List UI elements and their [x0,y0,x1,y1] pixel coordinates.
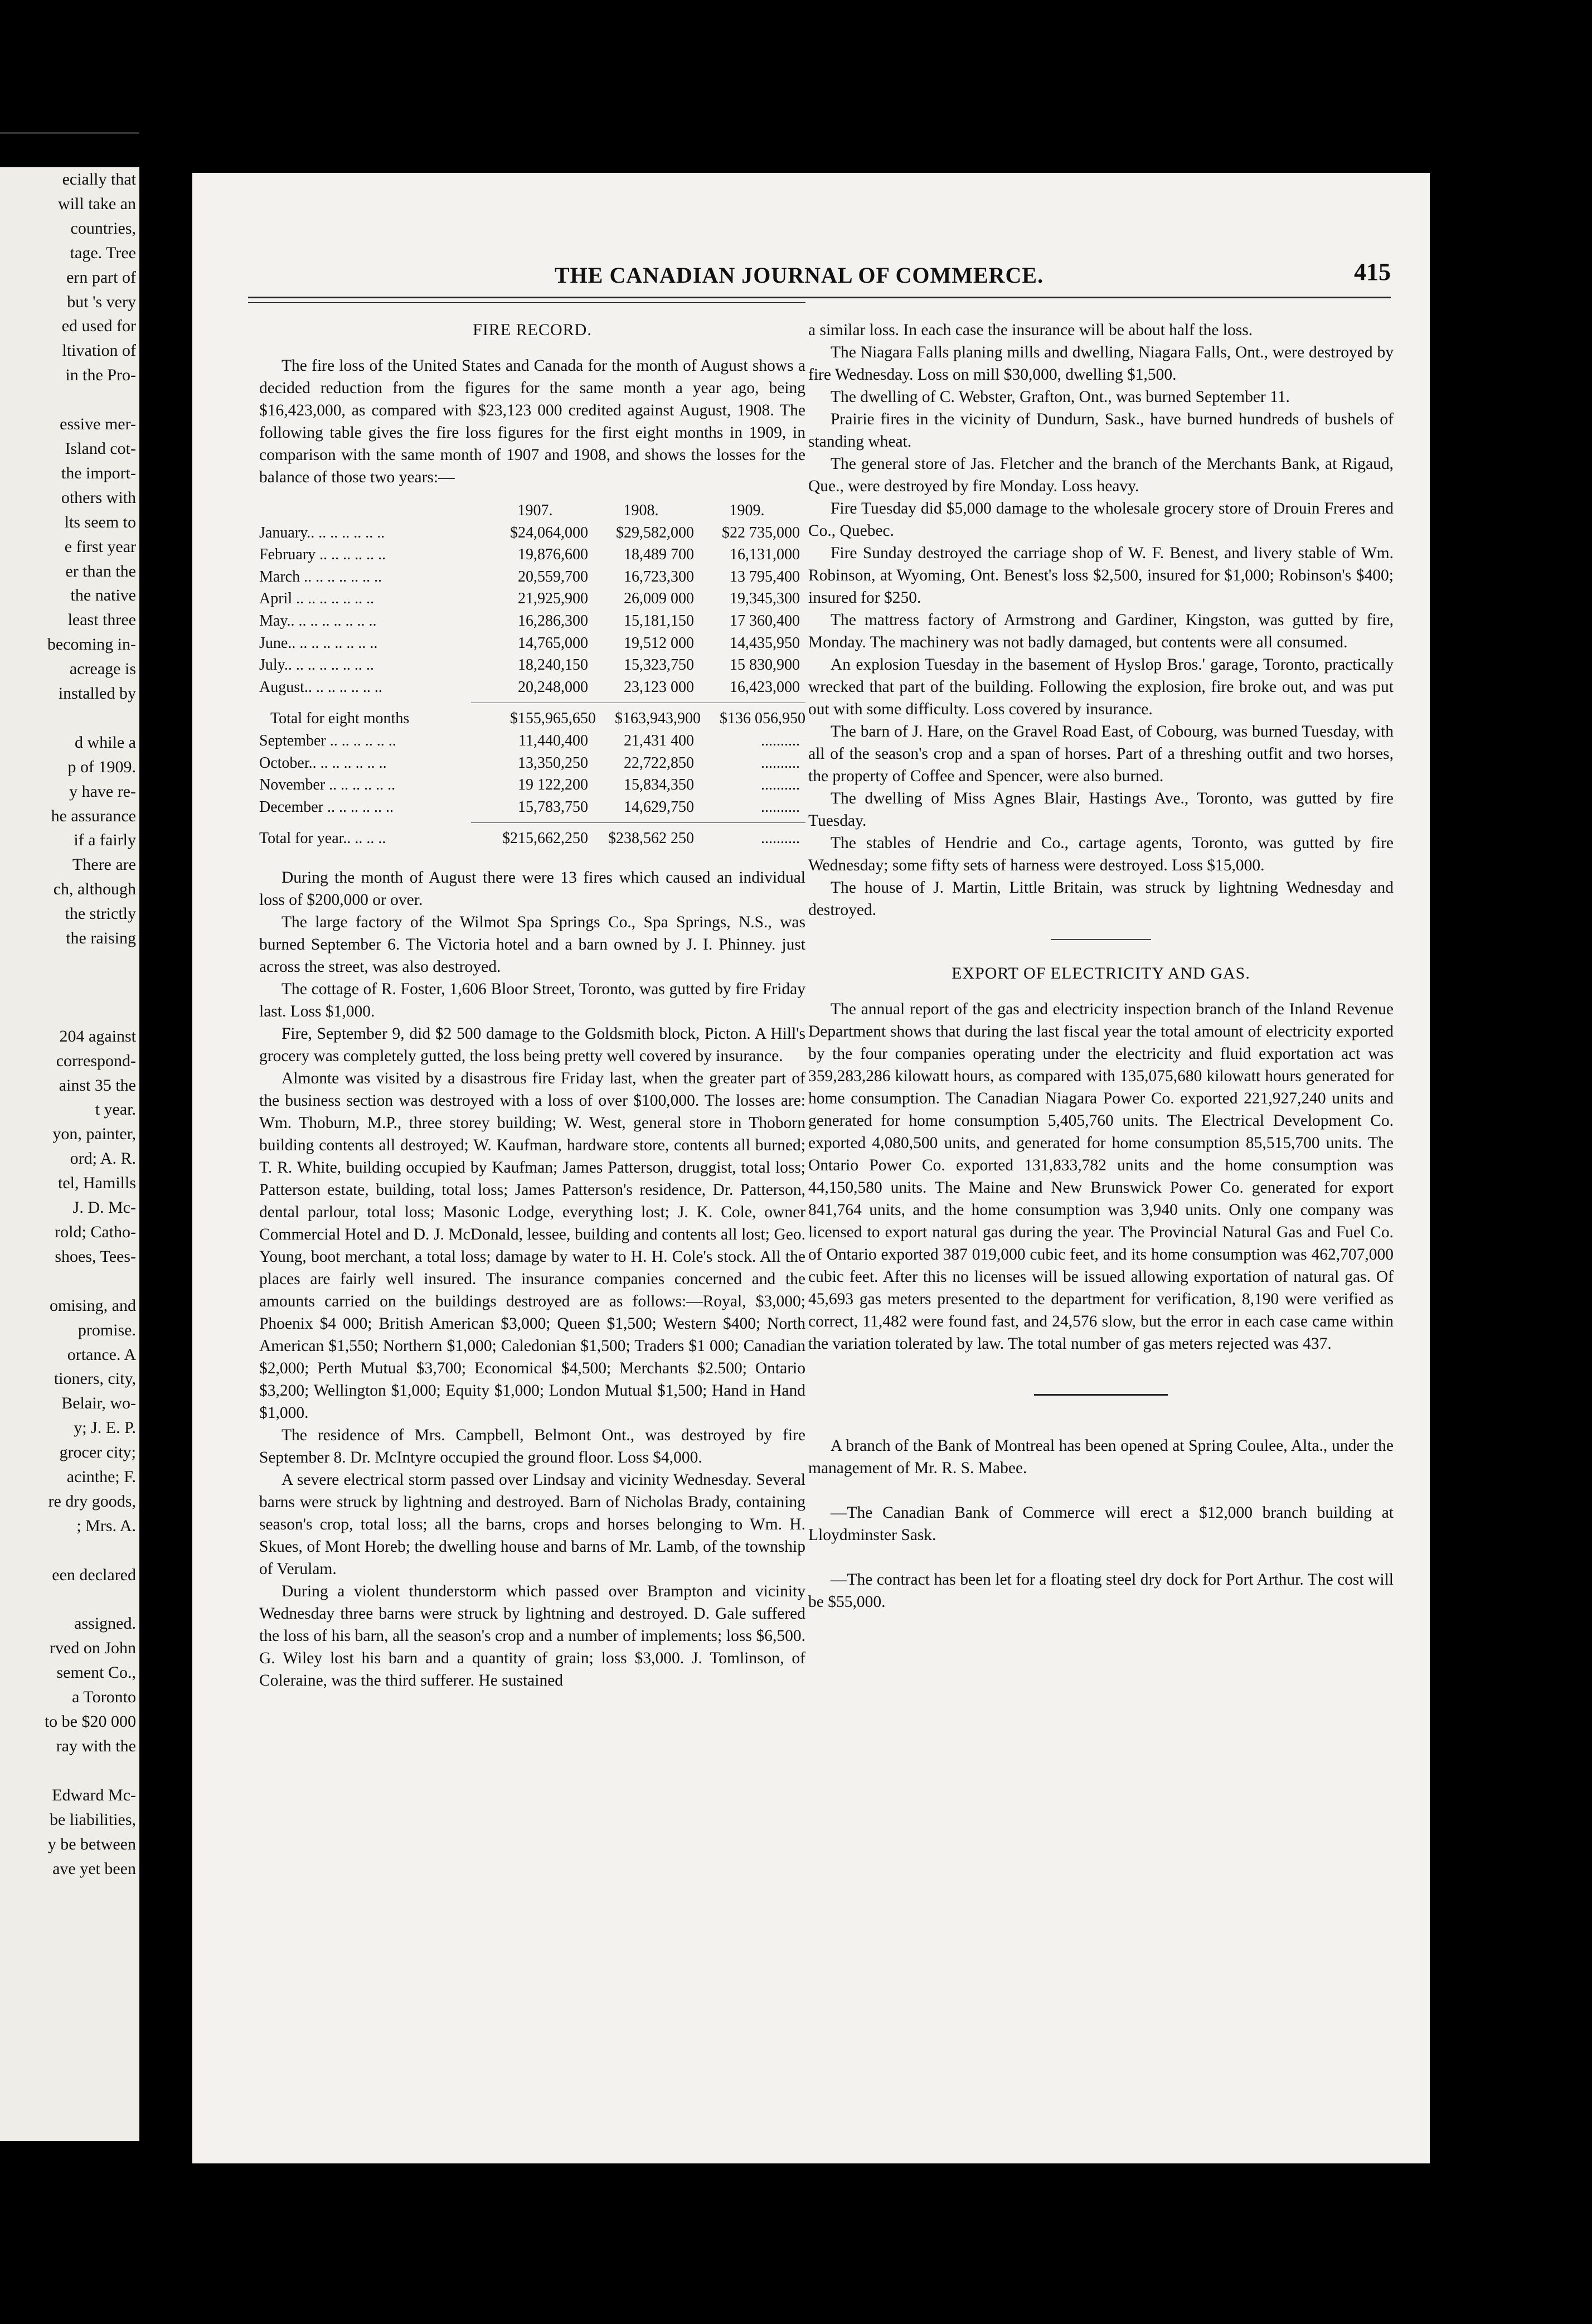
table-row [259,544,805,566]
cell-1908: 21,431 400 [624,732,694,749]
section-separator [1051,939,1151,940]
adjacent-page-line: ch, although [53,880,136,899]
table-row [259,730,805,752]
cell-1907: 16,286,300 [518,612,588,630]
fire-report-paragraph: A severe electrical storm passed over Lindsay and vicinity Wednesday. Several barns were struck by lightning and destroyed. Barn of Nicholas Brady, containing season's crop, total loss; all the barns, crops and horses belonging to Wm. H. Skues, of Mont Horeb; the dwelling house and barns of Mr. Lamb, of the township of Verulam. [259,1470,805,1578]
adjacent-page-line: in the Pro- [65,366,136,385]
adjacent-page-line: least three [67,611,136,630]
cell-1909: .......... [761,776,800,794]
adjacent-page-line: essive mer- [60,415,136,434]
note-bank-of-montreal: A branch of the Bank of Montreal has been opened at Spring Coulee, Alta., under the management of Mr. R. S. Mabee. [808,1437,1394,1477]
adjacent-page-line: p of 1909. [67,757,136,776]
row-label: April .. .. .. .. .. .. .. [259,590,375,608]
row-label: July.. .. .. .. .. .. .. .. [259,656,374,674]
total-eight-1907: $155,965,650 [509,710,596,728]
page-header [248,256,1391,290]
cell-1909: 19,345,300 [730,590,800,608]
header-rule [248,297,1391,298]
adjacent-page-line: ave yet been [52,1859,136,1878]
adjacent-page-line: J. D. Mc- [72,1198,136,1217]
adjacent-page-line: to be $20 000 [44,1712,136,1731]
fire-report-paragraph: The dwelling of Miss Agnes Blair, Hastings Ave., Toronto, was gutted by fire Tuesday. [808,790,1394,830]
table-row [259,654,805,676]
cell-1907: 20,248,000 [518,678,588,696]
row-label: September .. .. .. .. .. .. [259,732,396,749]
fire-report-paragraph: Fire Tuesday did $5,000 damage to the wholesale grocery store of Drouin Freres and Co., Quebec. [808,500,1394,540]
table-row [259,774,805,796]
left-column [259,319,805,1692]
adjacent-page-line: assigned. [74,1614,136,1633]
note-dry-dock-contract: —The contract has been let for a floating steel dry dock for Port Arthur. The cost will be $55,000. [808,1571,1394,1611]
cell-1907: 18,240,150 [518,656,588,674]
fire-report-paragraph: During the month of August there were 13 fires which caused an individual loss of $200,000 or over. [259,868,805,909]
adjacent-page-line [0,1587,139,1612]
cell-1909: 15 830,900 [730,656,800,674]
fire-record-title: FIRE RECORD. [473,321,592,339]
adjacent-page-line: the strictly [65,904,136,923]
left-page-rule [0,132,139,134]
adjacent-page-line: Belair, wo- [61,1394,136,1413]
page-number: 415 [1354,258,1391,285]
fire-report-paragraph: The mattress factory of Armstrong and Gardiner, Kingston, was gutted by fire, Monday. The machinery was not badly damaged, but contents were all consumed. [808,611,1394,651]
adjacent-page-line: ; Mrs. A. [76,1516,136,1535]
adjacent-page-line: y have re- [69,782,136,801]
fire-report-paragraph: The dwelling of C. Webster, Grafton, Ont., was burned September 11. [831,388,1290,406]
total-year-1908: $238,562 250 [608,830,694,848]
fire-report-paragraph: The large factory of the Wilmot Spa Springs Co., Spa Springs, N.S., was burned September 6. The Victoria hotel and a barn owned by J. I. Phinney. just across the street, was also destroyed. [259,913,805,976]
row-label: December .. .. .. .. .. .. [259,798,394,816]
table-total-eight-row [259,708,805,730]
row-label: August.. .. .. .. .. .. .. [259,678,382,696]
adjacent-page-line [0,951,139,975]
adjacent-page-line: correspond- [56,1051,136,1070]
newspaper-page [192,173,1430,2163]
adjacent-page-line [0,388,139,412]
table-row [259,632,805,655]
cell-1909: 16,131,000 [730,546,800,564]
cell-1908: 23,123 000 [624,678,694,696]
total-year-1909: .......... [761,830,800,848]
table-row [259,752,805,774]
adjacent-page-line: rved on John [50,1639,136,1658]
adjacent-page-line: acinthe; F. [66,1468,136,1487]
cell-1907: 19 122,200 [518,776,588,794]
adjacent-page-line [0,1538,139,1563]
fire-report-paragraph: Fire, September 9, did $2 500 damage to the Goldsmith block, Picton. A Hill's grocery was completely gutted, the loss being pretty well covered by insurance. [259,1024,805,1065]
cell-1909: $22 735,000 [722,524,800,541]
row-label: November .. .. .. .. .. .. [259,776,396,794]
adjacent-page-line: re dry goods, [48,1492,136,1510]
journal-title: THE CANADIAN JOURNAL OF COMMERCE. [555,263,1044,288]
adjacent-page-line: be liabilities, [50,1810,136,1829]
row-label: October.. .. .. .. .. .. .. [259,754,387,772]
fire-report-paragraph: The house of J. Martin, Little Britain, was struck by lightning Wednesday and destroyed. [808,879,1394,919]
adjacent-page-line [0,1000,139,1024]
row-label: January.. .. .. .. .. .. .. [259,524,385,541]
adjacent-page-line: ord; A. R. [70,1149,136,1168]
adjacent-page-line: if a fairly [74,831,136,850]
fire-record-intro: The fire loss of the United States and Canada for the month of August shows a decided reduction from the figures for the same month a year ago, being $16,423,000, as compared with $23,123 000 credited against August, 1908. The following table gives the fire loss figures for the first eight months in 1909, in comparison with the same month of 1907 and 1908, and shows the losses for the balance of those two years:— [259,357,805,486]
cell-1909: 16,423,000 [730,678,800,696]
cell-1908: $29,582,000 [616,524,694,541]
fire-report-paragraph: Almonte was visited by a disastrous fire Friday last, when the greater part of the business section was destroyed with a loss of over $100,000. The losses are: Wm. Thoburn, M.P., three storey building; W. West, general store in Thoborn building contents all destroyed; W. Kaufman, hardware store, contents all burned; T. R. White, building occupied by Kaufman; James Patterson, druggist, total loss; Patterson estate, building, total loss; James Patterson's residence, Dr. Patterson, dental parlour, total loss; Masonic Lodge, everything lost; J. K. Cole, owner Commercial Hotel and D. J. McDonald, lessee, building and contents all lost; Geo. Young, boot merchant, a total loss; damage by water to H. H. Cole's stock. All the places are fairly well insured. The insurance companies concerned and the amounts carried on the buildings destroyed are as follows:—Royal, $3,000; Phoenix $4 000; British American $3,000; Queen $1,500; Western $400; North American $1,550; Northern $1,000; Caledonian $1,500; Traders $1 000; Canadian $2,000; Perth Mutual $3,700; Economical $4,500; Merchants $2.500; Ontario $3,200; Wellington $1,000; Equity $1,000; London Mutual $1,500; Hand in Hand $1,000. [259,1069,805,1422]
adjacent-page-line: tioners, city, [54,1369,136,1388]
adjacent-page-line: er than the [65,561,136,580]
fire-report-paragraph: Prairie fires in the vicinity of Dundurn, Sask., have burned hundreds of bushels of standing wheat. [808,410,1394,451]
adjacent-page-line: acreage is [69,660,136,679]
adjacent-page-line: installed by [58,684,136,703]
adjacent-page-strip [0,167,139,2141]
table-divider [471,822,805,823]
table-row [259,676,805,699]
table-row [259,796,805,819]
cell-1907: 19,876,600 [518,546,588,564]
cell-1907: 13,350,250 [518,754,588,772]
cell-1908: 14,629,750 [624,798,694,816]
adjacent-page-line: lts seem to [64,512,136,531]
adjacent-page-line: sement Co., [56,1663,136,1682]
adjacent-page-line: shoes, Tees- [55,1247,136,1266]
cell-1907: 14,765,000 [518,634,588,652]
cell-1909: .......... [761,732,800,749]
adjacent-page-line: the native [70,586,136,605]
fire-report-paragraph: The barn of J. Hare, on the Gravel Road East, of Cobourg, was burned Tuesday, with all of the season's crop and a span of horses. Part of a threshing outfit and two horses, the property of Coffee and Spencer, were also burned. [808,723,1394,785]
adjacent-page-line: the import- [61,463,136,482]
adjacent-page-line [0,1269,139,1294]
cell-1908: 26,009 000 [624,590,694,608]
adjacent-page-line: becoming in- [47,635,136,654]
fire-report-paragraph: The general store of Jas. Fletcher and the branch of the Merchants Bank, at Rigaud, Que., were destroyed by fire Monday. Loss heavy. [808,455,1394,495]
adjacent-page-line: t year. [95,1100,136,1119]
adjacent-page-line: ed used for [61,317,136,336]
cell-1909: 14,435,950 [730,634,800,652]
total-eight-1908: $163,943,900 [614,710,701,728]
adjacent-page-line: countries, [70,219,136,238]
total-eight-1909: $136 056,950 [720,710,806,728]
adjacent-page-line: but 's very [67,292,136,311]
adjacent-page-line: omising, and [50,1296,136,1315]
adjacent-page-line: een declared [52,1565,136,1584]
cell-1909: 13 795,400 [730,568,800,585]
section-separator-bold [1034,1394,1168,1396]
fire-report-paragraph: The Niagara Falls planing mills and dwelling, Niagara Falls, Ont., were destroyed by fire Wednesday. Loss on mill $30,000, dwelling $1,500. [808,343,1394,384]
cell-1909: 17 360,400 [730,612,800,630]
fire-report-paragraph: The stables of Hendrie and Co., cartage agents, Toronto, was gutted by fire Wednesday; some fifty sets of harness were destroyed. Loss $15,000. [808,834,1394,874]
cell-1909: .......... [761,754,800,772]
adjacent-page-line: ray with the [56,1737,136,1755]
fire-report-paragraph: The cottage of R. Foster, 1,606 Bloor Street, Toronto, was gutted by fire Friday last. Loss $1,000. [259,980,805,1020]
adjacent-page-line: ltivation of [62,341,136,360]
adjacent-page-line: others with [61,488,136,507]
header-rule-thin [248,302,805,303]
cell-1908: 18,489 700 [624,546,694,564]
adjacent-page-line: ainst 35 the [59,1076,136,1095]
cell-1908: 15,181,150 [624,612,694,630]
cell-1907: 20,559,700 [518,568,588,585]
fire-report-paragraph: Fire Sunday destroyed the carriage shop of W. F. Benest, and livery stable of Wm. Robinson, at Wyoming, Ont. Benest's loss $2,500, insured for $1,000; Robinson's $400; insured for $250. [808,544,1394,607]
adjacent-page-line: ortance. A [67,1345,136,1364]
cell-1908: 16,723,300 [624,568,694,585]
export-body: The annual report of the gas and electricity inspection branch of the Inland Revenue Department shows that during the last fiscal year the total amount of electricity exported by the four companies operating under the electricity and fluid exportation act was 359,283,286 kilowatt hours, as compared with 135,075,680 kilowatt hours generated for home consumption. The Canadian Niagara Power Co. exported 221,927,240 units and generated for home consumption 5,405,760 units. The Electrical Development Co. exported 4,080,500 units, and generated for home consumption 85,515,700 units. The Ontario Power Co. exported 131,833,782 units and the home consumption was 44,150,580 units. The Maine and New Brunswick Power Co. generated for export 841,764 units, and the home consumption was 3,940 units. Only one company was licensed to export natural gas during the year. The Provincial Natural Gas and Fuel Co. of Ontario exported 387 019,000 cubic feet, and its home consumption was 462,707,000 cubic feet. After this no licenses will be issued allowing exportation of natural gas. Of 45,693 gas meters presented to the department for verification, 8,190 were verified as correct, 11,482 were found fast, and 24,576 slow, but the error in each case came within the variation tolerated by law. The total number of gas meters rejected was 437. [808,1000,1394,1353]
row-label: June.. .. .. .. .. .. .. .. [259,634,378,652]
adjacent-page-line: Island cot- [65,439,136,458]
adjacent-page-line: grocer city; [59,1443,136,1462]
adjacent-page-line: y; J. E. P. [74,1418,136,1437]
cell-1907: 11,440,400 [518,732,588,749]
adjacent-page-line: 204 against [59,1027,136,1045]
note-canadian-bank-of-commerce: —The Canadian Bank of Commerce will erect a $12,000 branch building at Lloydminster Sask. [808,1504,1394,1544]
adjacent-page-line [0,706,139,730]
total-eight-label: Total for eight months [270,710,410,728]
cell-1908: 19,512 000 [624,634,694,652]
column-header-1907: 1907. [517,502,553,519]
cell-1909: .......... [761,798,800,816]
table-row [259,588,805,610]
fire-report-paragraph: An explosion Tuesday in the basement of Hyslop Bros.' garage, Toronto, practically wrecked that part of the building. Following the explosion, fire broke out, and was put out with some difficulty. Loss covered by insurance. [808,656,1394,718]
adjacent-page-line: d while a [75,733,136,752]
export-title: EXPORT OF ELECTRICITY AND GAS. [952,964,1250,982]
column-header-1908: 1908. [623,502,659,519]
adjacent-page-line: y be between [47,1834,136,1853]
adjacent-page-line: the raising [66,929,136,948]
adjacent-page-line: he assurance [51,806,136,825]
table-total-year-row [259,827,805,850]
row-label: March .. .. .. .. .. .. .. [259,568,382,585]
row-label: May.. .. .. .. .. .. .. .. [259,612,377,630]
cell-1907: 21,925,900 [518,590,588,608]
cell-1907: 15,783,750 [518,798,588,816]
row-label: February .. .. .. .. .. .. [259,546,386,564]
cell-1907: $24,064,000 [510,524,588,541]
adjacent-page-line: tel, Hamills [58,1174,136,1193]
fire-report-paragraph: The residence of Mrs. Campbell, Belmont Ont., was destroyed by fire September 8. Dr. McIntyre occupied the ground floor. Loss $4,000. [259,1426,805,1466]
adjacent-page-line: Edward Mc- [52,1785,136,1804]
fire-report-paragraph: During a violent thunderstorm which passed over Brampton and vicinity Wednesday three barns were struck by lightning and destroyed. D. Gale suffered the loss of his barn, all the season's crop and a number of implements; loss $6,500. G. Wiley lost his barn and a quantity of grain; loss $3,000. J. Tomlinson, of Coleraine, was the third sufferer. He sustained [259,1582,805,1689]
adjacent-page-line [0,1759,139,1783]
total-year-1907: $215,662,250 [502,830,588,848]
adjacent-page-line: There are [72,855,136,874]
adjacent-page-line: e first year [64,537,136,556]
cell-1908: 15,323,750 [624,656,694,674]
fire-report-paragraph: a similar loss. In each case the insurance will be about half the loss. [808,321,1253,339]
adjacent-page-line: will take an [58,194,136,213]
adjacent-page-line: promise. [77,1320,136,1339]
total-year-label: Total for year.. .. .. .. [259,830,386,848]
table-header-row [259,500,805,522]
table-row [259,610,805,632]
fire-loss-table [259,500,805,850]
adjacent-page-line: yon, painter, [52,1125,136,1144]
adjacent-page-line: a Toronto [72,1688,136,1707]
adjacent-page-line [0,975,139,1000]
adjacent-page-line: ern part of [66,268,136,287]
adjacent-page-line: rold; Catho- [55,1222,136,1241]
table-row [259,522,805,544]
cell-1908: 15,834,350 [624,776,694,794]
column-header-1909: 1909. [729,502,765,519]
adjacent-page-line: ecially that [62,170,136,188]
cell-1908: 22,722,850 [624,754,694,772]
right-column [808,319,1394,1613]
table-row [259,566,805,588]
adjacent-page-line: tage. Tree [70,243,136,262]
